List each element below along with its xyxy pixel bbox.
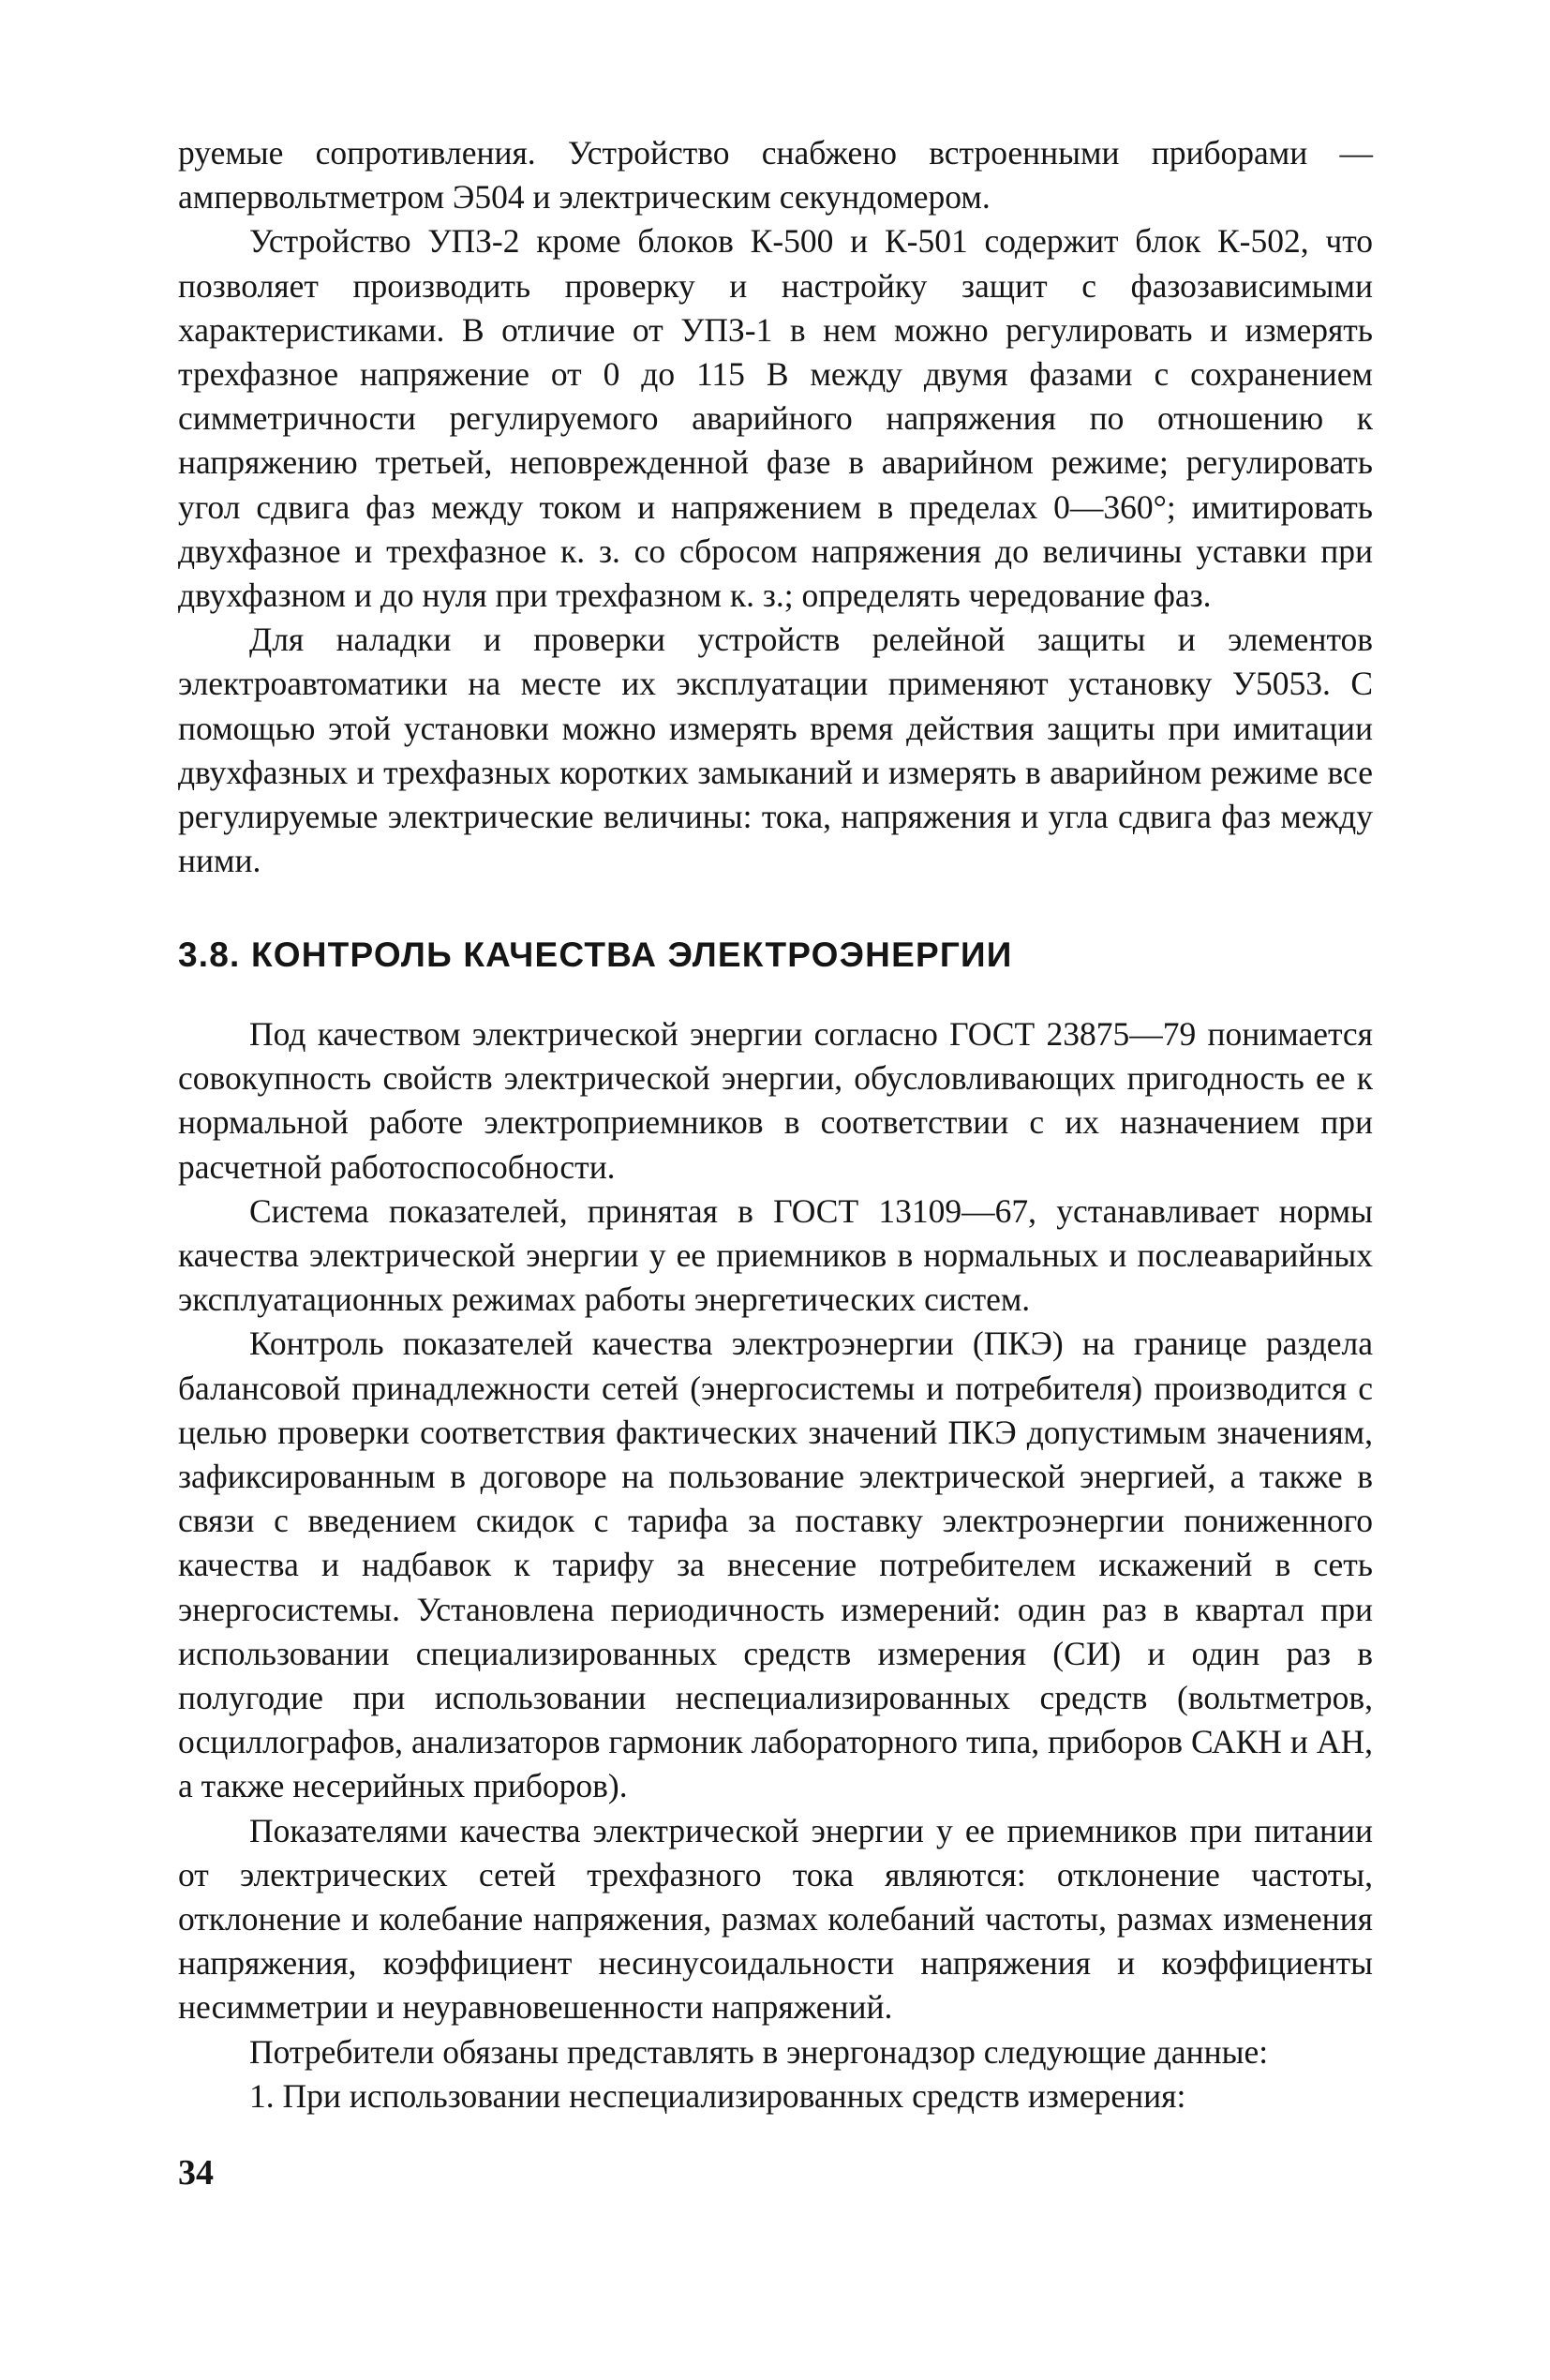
paragraph: Потребители обязаны представлять в энергонадзор следующие данные:	[249, 2032, 1269, 2071]
paragraph: Под качеством электрической энергии согласно ГОСТ 23875—79 понимается совокупность свойств электрической энергии, обусловливающих пригодность ее к нормальной работе электроприемников в соответствии с их назначением при расчетной работоспособности.	[178, 1015, 1373, 1186]
paragraph: Контроль показателей качества электроэнергии (ПКЭ) на границе раздела балансовой принадлежности сетей (энергосистемы и потребителя) производится с целью проверки соответствия фактических значений ПКЭ допустимым значениям, зафиксированным в договоре на пользование электрической энергией, а также в связи с введением скидок с тарифа за поставку электроэнергии пониженного качества и надбавок к тарифу за внесение потребителем искажений в сеть энергосистемы. Установлена периодичность измерений: один раз в квартал при использовании специализированных средств измерения (СИ) и один раз в полугодие при использовании неспециализированных средств (вольтметров, осциллографов, анализаторов гармоник лабораторного типа, приборов САКН и АН, а также несерийных приборов).	[178, 1325, 1373, 1805]
body-text-top	[178, 131, 1373, 883]
paragraph: 1. При использовании неспециализированных средств измерения:	[249, 2076, 1186, 2115]
paragraph: Система показателей, принятая в ГОСТ 13109—67, устанавливает нормы качества электрической энергии у ее приемников в нормальных и послеаварийных эксплуатационных режимах работы энергетических систем.	[178, 1191, 1373, 1319]
paragraph: руемые сопротивления. Устройство снабжено встроенными приборами — ампервольтметром Э504 и электрическим секундомером.	[178, 134, 1373, 217]
paragraph: Показателями качества электрической энергии у ее приемников при питании от электрических сетей трехфазного тока являются: отклонение частоты, отклонение и колебание напряжения, размах колебаний частоты, размах изменения напряжения, коэффициент несинусоидальности напряжения и коэффициенты несимметрии и неуравновешенности напряжений.	[178, 1811, 1373, 2027]
body-text-section	[178, 1012, 1373, 2118]
paragraph: Устройство УПЗ-2 кроме блоков К-500 и К-501 содержит блок К-502, что позволяет производить проверку и настройку защит с фазозависимыми характеристиками. В отличие от УПЗ-1 в нем можно регулировать и измерять трехфазное напряжение от 0 до 115 В между двумя фазами с сохранением симметричности регулируемого аварийного напряжения по отношению к напряжению третьей, неповрежденной фазе в аварийном режиме; регулировать угол сдвига фаз между током и напряжением в пределах 0—360°; имитировать двухфазное и трехфазное к. з. со сбросом напряжения до величины уставки при двухфазном и до нуля при трехфазном к. з.; определять чередование фаз.	[178, 222, 1373, 615]
page-number: 34	[178, 2153, 214, 2193]
section-heading: 3.8. КОНТРОЛЬ КАЧЕСТВА ЭЛЕКТРОЭНЕРГИИ	[178, 936, 1013, 974]
paragraph: Для наладки и проверки устройств релейной защиты и элементов электроавтоматики на месте их эксплуатации применяют установку У5053. С помощью этой установки можно измерять время действия защиты при имитации двухфазных и трехфазных коротких замыканий и измерять в аварийном режиме все регулируемые электрические величины: тока, напряжения и угла сдвига фаз между ними.	[178, 621, 1373, 880]
